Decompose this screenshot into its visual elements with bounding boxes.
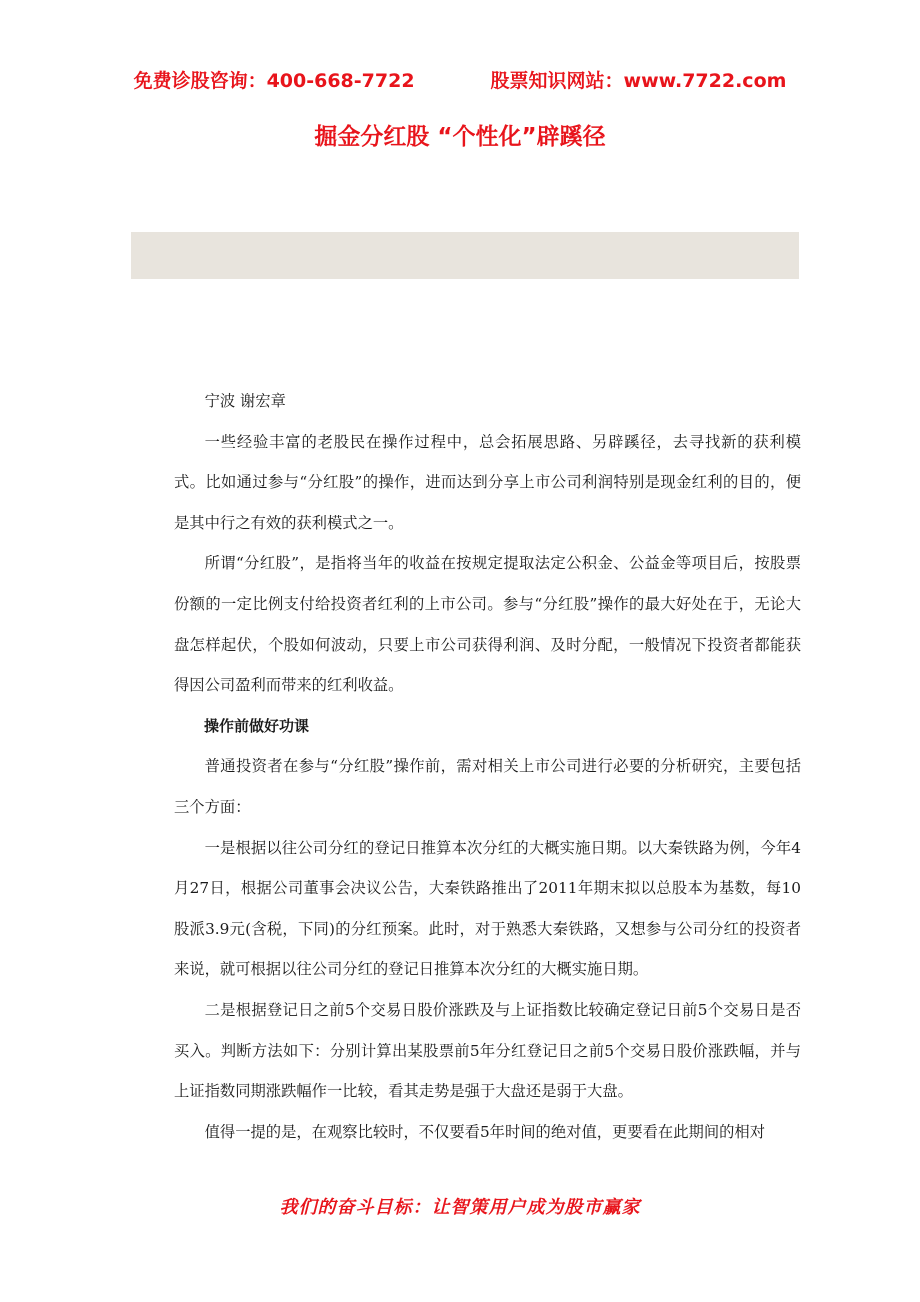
page-footer-slogan: 我们的奋斗目标：让智策用户成为股市赢家 <box>279 1197 641 1218</box>
paragraph: 值得一提的是，在观察比较时，不仅要看5年时间的绝对值，更要看在此期间的相对 <box>204 1122 766 1141</box>
page-header <box>0 66 920 93</box>
consult-hotline: 免费诊股咨询：400-668-7722 <box>133 70 415 92</box>
article-title: 掘金分红股 “个性化”辟蹊径 <box>314 124 606 150</box>
paragraph: 一是根据以往公司分红的登记日推算本次分红的大概实施日期。以大秦铁路为例，今年4月27日，根据公司董事会决议公告，大秦铁路推出了2011年期末拟以总股本为基数，每10股派3.9元(含税，下同)的分红预案。此时，对于熟悉大秦铁路，又想参与公司分红的投资者来说，就可根据以往公司分红的登记日推算本次分红的大概实施日期。 <box>174 838 801 979</box>
article-body <box>174 381 801 1152</box>
paragraph: 所谓“分红股”，是指将当年的收益在按规定提取法定公积金、公益金等项目后，按股票份额的一定比例支付给投资者红利的上市公司。参与“分红股”操作的最大好处在于，无论大盘怎样起伏，个股如何波动，只要上市公司获得利润、及时分配，一般情况下投资者都能获得因公司盈利而带来的红利收益。 <box>174 554 801 695</box>
section-heading: 操作前做好功课 <box>204 716 310 735</box>
website-link[interactable]: 股票知识网站：www.7722.com <box>490 70 787 92</box>
banner-placeholder <box>131 232 799 279</box>
article-author: 宁波 谢宏章 <box>204 392 286 410</box>
paragraph: 二是根据登记日之前5个交易日股价涨跌及与上证指数比较确定登记日前5个交易日是否买入。判断方法如下：分别计算出某股票前5年分红登记日之前5个交易日股价涨跌幅，并与上证指数同期涨跌幅作一比较，看其走势是强于大盘还是弱于大盘。 <box>174 1000 801 1101</box>
paragraph: 一些经验丰富的老股民在操作过程中，总会拓展思路、另辟蹊径，去寻找新的获利模式。比如通过参与“分红股”的操作，进而达到分享上市公司利润特别是现金红利的目的，便是其中行之有效的获利模式之一。 <box>174 432 801 532</box>
paragraph: 普通投资者在参与“分红股”操作前，需对相关上市公司进行必要的分析研究，主要包括三个方面： <box>174 757 801 816</box>
